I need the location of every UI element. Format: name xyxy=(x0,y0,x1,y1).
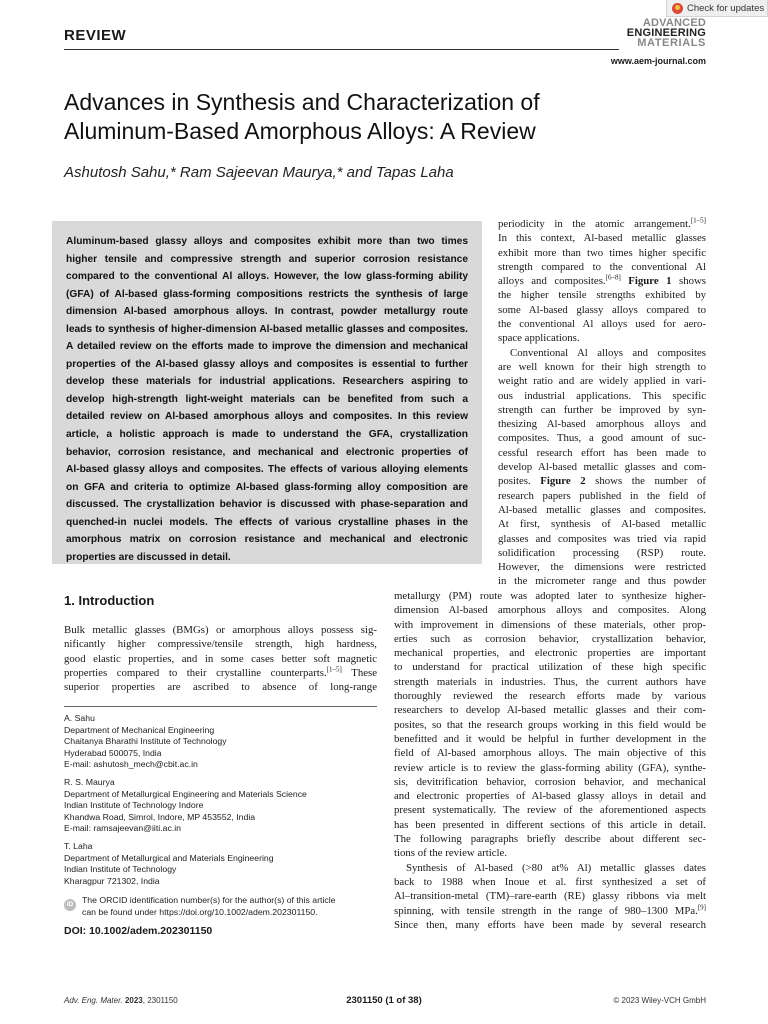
header-divider xyxy=(64,49,619,50)
check-for-updates-label: Check for updates xyxy=(687,2,765,14)
orcid-line: The ORCID identification number(s) for the author(s) of this article xyxy=(82,895,336,905)
body-line: tions of the review article. xyxy=(394,847,508,860)
author-email[interactable]: E-mail: ashutosh_mech@cbit.ac.in xyxy=(64,759,198,770)
abstract-line: on GFA and criteria to optimize Al-based glass-forming alloy composition are xyxy=(66,481,468,493)
body-line: good elastic properties, and in some cases better soft magnetic xyxy=(64,652,377,665)
journal-url-link[interactable]: www.aem-journal.com xyxy=(610,56,706,66)
body-line: research papers published in the field of xyxy=(498,489,706,502)
body-line: Conventional Al alloys and composites xyxy=(510,346,706,359)
body-line: review article is to review the glass-forming ability (GFA), synthe- xyxy=(394,761,706,774)
body-line: strength materials in industries. Thus, the current authors have xyxy=(394,675,706,688)
affiliation-author: R. S. Maurya xyxy=(64,777,115,787)
affiliation-line: Indian Institute of Technology Indore xyxy=(64,800,204,811)
figure-1-link[interactable]: Figure 1 xyxy=(628,275,672,288)
body-line: to understand for practical utilization of these high specific xyxy=(394,661,706,674)
body-line: develop Al-based metallic glasses and com- xyxy=(498,461,706,474)
citation[interactable]: [1–5] xyxy=(690,216,706,225)
check-for-updates-button[interactable] xyxy=(666,0,768,17)
section-label: REVIEW xyxy=(64,27,127,44)
body-line: posites. xyxy=(498,475,531,488)
body-line: These xyxy=(351,666,377,679)
abstract-text xyxy=(66,233,468,566)
body-line: the higher tensile strengths exhibited by xyxy=(498,289,706,302)
body-line: strength can further be improved by syn- xyxy=(498,403,706,416)
body-line: composites. Thus, a good amount of suc- xyxy=(498,432,706,445)
footer-journal: Adv. Eng. Mater. xyxy=(64,996,123,1005)
logo-line-3: MATERIALS xyxy=(637,37,706,49)
abstract-line: properties are discussed in detail. xyxy=(66,551,231,563)
citation[interactable]: [6–8] xyxy=(605,273,621,282)
author-email[interactable]: E-mail: ramsajeevan@iiti.ac.in xyxy=(64,823,181,834)
abstract-line: Al-based glassy alloys and composites. The effects of various alloying elements xyxy=(66,464,468,476)
abstract-line: (GFA) of Al-based glass-forming compositions restricts the synthesis of large xyxy=(66,288,468,300)
body-line: has been presented in different sections of this article in detail. xyxy=(394,818,706,831)
body-line: in the micrometer range and thus powder xyxy=(498,575,706,588)
abstract-line: Aluminum-based glassy alloys and composites exhibit more than two times xyxy=(66,236,468,247)
right-column-lower xyxy=(394,589,706,932)
body-line: erties such as corrosion behavior, crystallization behavior, xyxy=(394,632,706,645)
body-line: the conventional Al alloys used for aero- xyxy=(498,318,706,331)
citation[interactable]: [1–5] xyxy=(326,665,342,674)
body-line: mechanical properties, and electronic properties are important xyxy=(394,647,706,660)
section-heading: 1. Introduction xyxy=(64,593,155,608)
affiliation-block xyxy=(64,713,227,771)
article-title xyxy=(64,88,664,146)
affiliation-author: A. Sahu xyxy=(64,713,95,723)
body-line: solidification processing (RSP) route. xyxy=(498,546,706,559)
body-line: superior properties are ascribed to absence of long-range xyxy=(64,681,377,694)
introduction-text xyxy=(64,623,377,694)
body-line: benefitted and it would be helpful in further development in the xyxy=(394,732,706,745)
body-line: periodicity in the atomic arrangement. xyxy=(498,218,691,230)
right-column-upper xyxy=(498,217,706,589)
affiliation-line: Department of Metallurgical Engineering and Materials Science xyxy=(64,788,307,799)
affiliation-line: Hyderabad 500075, India xyxy=(64,747,162,758)
body-line: thoroughly reviewed the research efforts made by various xyxy=(394,690,706,703)
page-number: 2301150 (1 of 38) xyxy=(346,995,422,1006)
body-line: field of Al-based amorphous alloys. The main objective of this xyxy=(394,747,706,760)
body-line: space applications. xyxy=(498,332,580,345)
title-line: Aluminum-Based Amorphous Alloys: A Review xyxy=(64,118,536,144)
body-line: exhibit more than two times higher specific xyxy=(498,246,706,259)
body-line: some Al-based glassy alloys compared to xyxy=(498,303,706,316)
body-line: present systematically. The review of the aforementioned aspects xyxy=(394,804,706,817)
body-line: cessful research effort has been made to xyxy=(498,446,706,459)
abstract-line: develop high-strength light-weight materials can be benefited from such a xyxy=(66,393,468,405)
body-line: ous industrial applications. This specific xyxy=(498,389,706,402)
body-line: spinning, with tensile strength in the range of 980–1300 MPa. xyxy=(394,904,698,917)
abstract-line: develop these materials for industrial applications. Researchers aspiring to xyxy=(66,376,468,388)
body-line: Since then, many efforts have been made by several research xyxy=(394,918,706,931)
footer-citation: Adv. Eng. Mater. 2023, 2301150 xyxy=(64,996,178,1005)
body-line: Al-based metallic glasses and composites. xyxy=(498,503,706,516)
body-line: researchers to develop Al-based metallic glasses and their com- xyxy=(394,704,706,717)
body-line: alloys and composites. xyxy=(498,275,606,288)
crossmark-icon xyxy=(672,3,683,14)
body-line: In this context, Al-based metallic glasses xyxy=(498,232,706,245)
abstract-line: article, a holistic approach is made to understand the GFA, crystallization xyxy=(66,429,468,441)
abstract-line: higher tensile and compressive strength and superior corrosion resistance xyxy=(66,253,468,265)
abstract-line: dimension Al-based amorphous alloys. In contrast, powder metallurgy route xyxy=(66,306,468,318)
body-line: properties compared to their crystalline counterparts. xyxy=(64,666,327,679)
logo-line-1: ADVANCED xyxy=(642,17,706,29)
abstract-line: properties of the Al-based glassy alloys and composites is essential to further xyxy=(66,358,468,370)
body-line: back to 1988 when Inoue et al. first synthesized a set of xyxy=(394,875,706,888)
footer-article-number: 2301150 xyxy=(147,996,178,1005)
body-line: Bulk metallic glasses (BMGs) or amorphous alloys possess sig- xyxy=(64,624,377,636)
abstract-line: detailed review on Al-based amorphous alloys and composites. In this review xyxy=(66,411,468,423)
abstract-line: amorphous matrix on corrosion resistance and mechanical and electronic xyxy=(66,534,468,546)
citation[interactable]: [9] xyxy=(697,902,706,911)
body-line: Al–transition-metal (TM)–rare-earth (RE) glassy ribbons via melt xyxy=(394,890,706,903)
orcid-icon[interactable]: iD xyxy=(64,899,76,911)
affiliation-line: Kharagpur 721302, India xyxy=(64,875,160,886)
abstract-line: leads to synthesis of higher-dimension Al-based metallic glasses and composites. xyxy=(66,323,468,335)
journal-logo xyxy=(622,18,706,48)
body-line: posites, so that the research groups working in this field would be xyxy=(394,718,706,731)
body-line: shows the number of xyxy=(595,475,706,488)
title-line: Advances in Synthesis and Characterization of xyxy=(64,89,540,115)
body-line: metallurgy (PM) route was adopted later to synthesize higher- xyxy=(394,590,706,602)
affiliation-block xyxy=(64,777,307,835)
body-line: nificantly higher compressive/tensile strength, high hardness, xyxy=(64,638,377,651)
body-line: sis, devitrification behavior, corrosion behavior, and mechanical xyxy=(394,775,706,788)
body-line: shows xyxy=(679,275,707,288)
abstract-line: quenched-in nuclei models. The effects of various crystalline phases in the xyxy=(66,516,468,528)
abstract-line: A detailed review on the efforts made to improve the dimension and mechanical xyxy=(66,341,468,353)
orcid-link[interactable]: can be found under https://doi.org/10.1002/adem.202301150. xyxy=(82,906,318,917)
doi-link[interactable]: DOI: 10.1002/adem.202301150 xyxy=(64,925,213,937)
footer-year: 2023 xyxy=(124,996,143,1005)
affiliation-line: Department of Metallurgical and Materials Engineering xyxy=(64,852,274,863)
body-line: are well known for their high strength to xyxy=(498,360,706,373)
body-line: weight ratio and are widely applied in vari- xyxy=(498,375,706,388)
affiliation-line: Indian Institute of Technology xyxy=(64,864,177,875)
affiliation-divider xyxy=(64,706,377,707)
affiliation-author: T. Laha xyxy=(64,841,93,851)
abstract-line: behavior, corrosion resistance, and mechanical and electronic properties of xyxy=(66,446,468,458)
orcid-note xyxy=(82,895,380,918)
abstract-line: compared to the conventional Al alloys. However, the low glass-forming ability xyxy=(66,271,468,283)
abstract-line: discussed. The crystallization behavior is discussed with phase-separation and xyxy=(66,499,468,511)
logo-line-2: ENGINEERING xyxy=(626,27,706,39)
affiliation-block xyxy=(64,841,274,887)
author-list: Ashutosh Sahu,* Ram Sajeevan Maurya,* and Tapas Laha xyxy=(64,164,454,181)
body-line: glasses and composites was tried via rapid xyxy=(498,532,706,545)
body-line: strength compared to the conventional Al xyxy=(498,260,706,273)
body-line: and electronic properties of Al-based glassy alloys in detail and xyxy=(394,790,706,803)
body-line: However, the dimensions were restricted xyxy=(498,561,706,574)
figure-2-link[interactable]: Figure 2 xyxy=(540,475,586,488)
affiliation-line: Department of Mechanical Engineering xyxy=(64,724,215,735)
body-line: Synthesis of Al-based (>80 at% Al) metallic glasses dates xyxy=(406,861,706,874)
body-line: dimension Al-based amorphous alloys and composites. Along xyxy=(394,604,706,617)
affiliation-line: Khandwa Road, Simrol, Indore, MP 453552, India xyxy=(64,811,256,822)
body-line: with improvement in dimensions of these materials, other prop- xyxy=(394,618,706,631)
body-line: The following paragraphs briefly describe about different sec- xyxy=(394,833,706,846)
affiliation-line: Chaitanya Bharathi Institute of Technology xyxy=(64,736,227,747)
body-line: At first, synthesis of Al-based metallic xyxy=(498,518,706,531)
copyright: © 2023 Wiley-VCH GmbH xyxy=(613,996,706,1005)
body-line: thesizing Al-based amorphous alloys and xyxy=(498,418,706,431)
